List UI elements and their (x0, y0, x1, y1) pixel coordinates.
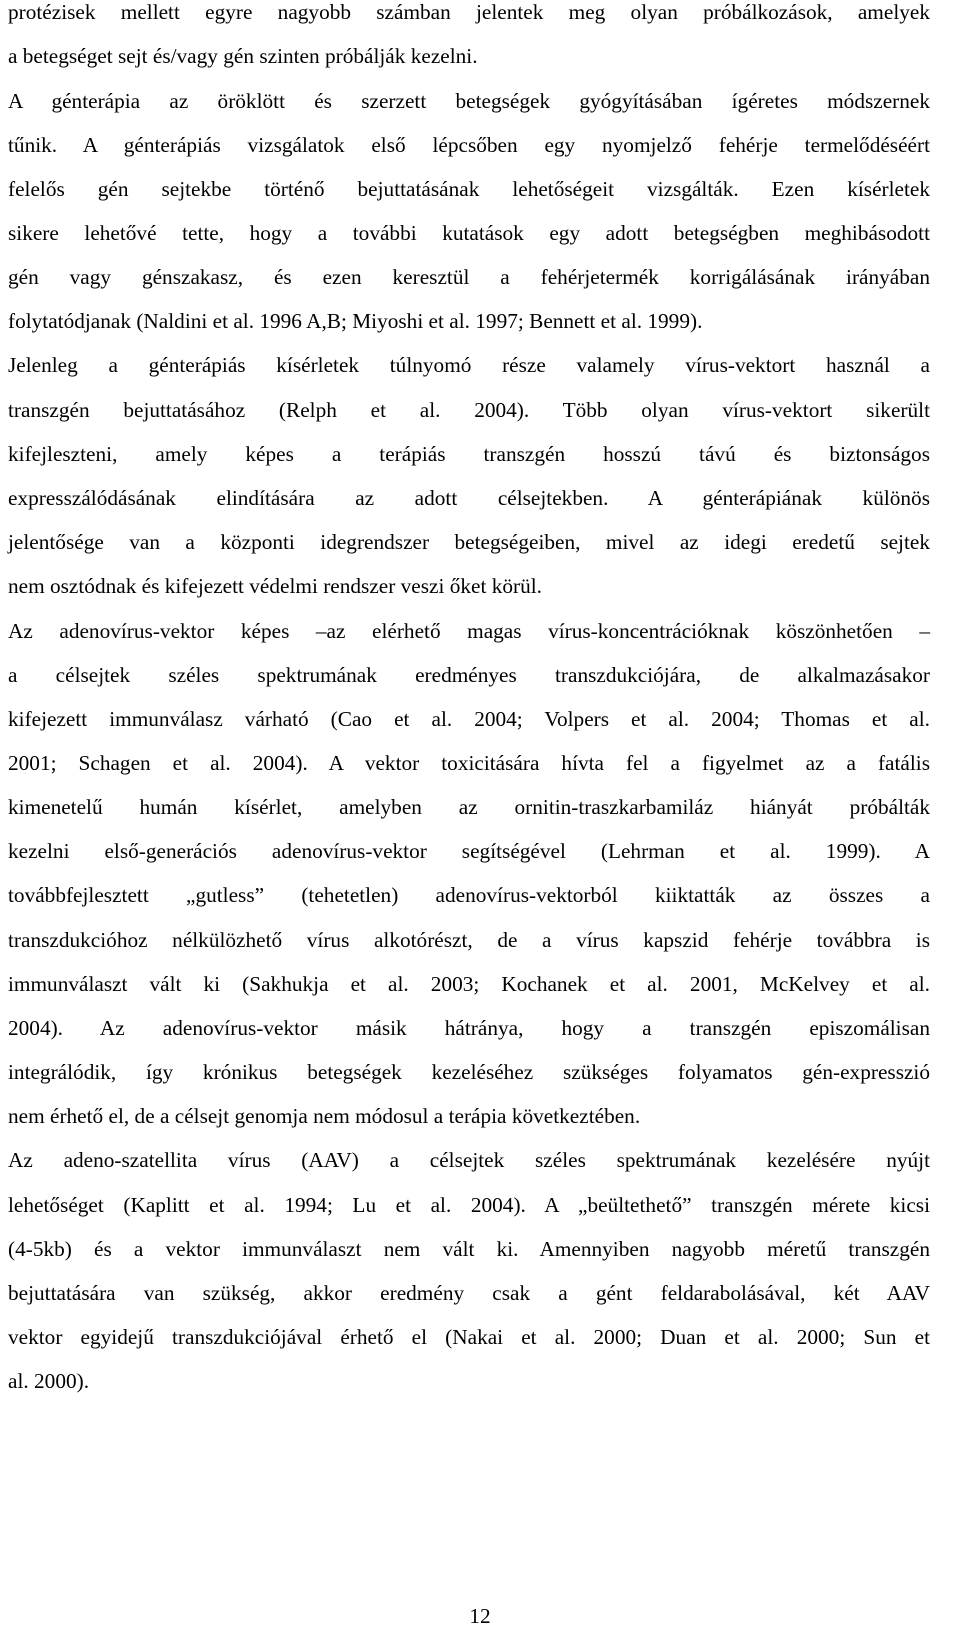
text-line: jelentősége van a központi idegrendszer betegségeiben, mivel az idegi eredetű sejtek (8, 530, 930, 554)
text-line: folytatódjanak (Naldini et al. 1996 A,B; Miyoshi et al. 1997; Bennett et al. 1999). (8, 309, 703, 333)
text-line: protézisek mellett egyre nagyobb számban jelentek meg olyan próbálkozások, amelyek (8, 0, 930, 24)
text-line: (4-5kb) és a vektor immunválaszt nem vált ki. Amennyiben nagyobb méretű transzgén (8, 1237, 930, 1261)
text-line: integrálódik, így krónikus betegségek kezeléséhez szükséges folyamatos gén-expresszió (8, 1060, 930, 1084)
text-line: tűnik. A génterápiás vizsgálatok első lépcsőben egy nyomjelző fehérje termelődéséért (8, 133, 930, 157)
text-line: A génterápia az öröklött és szerzett betegségek gyógyításában ígéretes módszernek (8, 89, 930, 113)
text-line: felelős gén sejtekbe történő bejuttatásának lehetőségeit vizsgálták. Ezen kísérletek (8, 177, 930, 201)
text-line: a betegséget sejt és/vagy gén szinten próbálják kezelni. (8, 44, 478, 68)
text-line: transzdukcióhoz nélkülözhető vírus alkotórészt, de a vírus kapszid fehérje továbbra is (8, 928, 930, 952)
text-line: Az adenovírus-vektor képes –az elérhető magas vírus-koncentrációknak köszönhetően – (8, 619, 930, 643)
text-line: bejuttatására van szükség, akkor eredmény csak a gént feldarabolásával, két AAV (8, 1281, 930, 1305)
text-line: 2004). Az adenovírus-vektor másik hátránya, hogy a transzgén episzomálisan (8, 1016, 930, 1040)
text-line: kifejezett immunválasz várható (Cao et al. 2004; Volpers et al. 2004; Thomas et al. (8, 707, 930, 731)
text-line: 2001; Schagen et al. 2004). A vektor toxicitására hívta fel a figyelmet az a fatális (8, 751, 930, 775)
text-line: nem osztódnak és kifejezett védelmi rendszer veszi őket körül. (8, 574, 543, 598)
text-line: expresszálódásának elindítására az adott célsejtekben. A génterápiának különös (8, 486, 930, 510)
text-line: immunválaszt vált ki (Sakhukja et al. 2003; Kochanek et al. 2001, McKelvey et al. (8, 972, 930, 996)
text-line: gén vagy génszakasz, és ezen keresztül a fehérjetermék korrigálásának irányában (8, 265, 930, 289)
text-line: kezelni első-generációs adenovírus-vektor segítségével (Lehrman et al. 1999). A (8, 839, 930, 863)
text-line: nem érhető el, de a célsejt genomja nem módosul a terápia következtében. (8, 1104, 641, 1128)
text-line: vektor egyidejű transzdukciójával érhető el (Nakai et al. 2000; Duan et al. 2000; Sun et (8, 1325, 930, 1349)
text-line: sikere lehetővé tette, hogy a további kutatások egy adott betegségben meghibásodott (8, 221, 930, 245)
text-line: al. 2000). (8, 1369, 90, 1393)
page-number: 12 (469, 1604, 491, 1628)
text-line: Jelenleg a génterápiás kísérletek túlnyomó része valamely vírus-vektort használ a (8, 353, 930, 377)
text-line: transzgén bejuttatásához (Relph et al. 2004). Több olyan vírus-vektort sikerült (8, 398, 930, 422)
text-line: Az adeno-szatellita vírus (AAV) a célsejtek széles spektrumának kezelésére nyújt (8, 1148, 930, 1172)
text-line: kifejleszteni, amely képes a terápiás transzgén hosszú távú és biztonságos (8, 442, 930, 466)
text-line: továbbfejlesztett „gutless” (tehetetlen) adenovírus-vektorból kiiktatták az összes a (8, 883, 930, 907)
text-line: lehetőséget (Kaplitt et al. 1994; Lu et al. 2004). A „beültethető” transzgén mérete kicsi (8, 1193, 930, 1217)
text-line: a célsejtek széles spektrumának eredményes transzdukciójára, de alkalmazásakor (8, 663, 930, 687)
text-line: kimenetelű humán kísérlet, amelyben az ornitin-traszkarbamiláz hiányát próbálták (8, 795, 930, 819)
